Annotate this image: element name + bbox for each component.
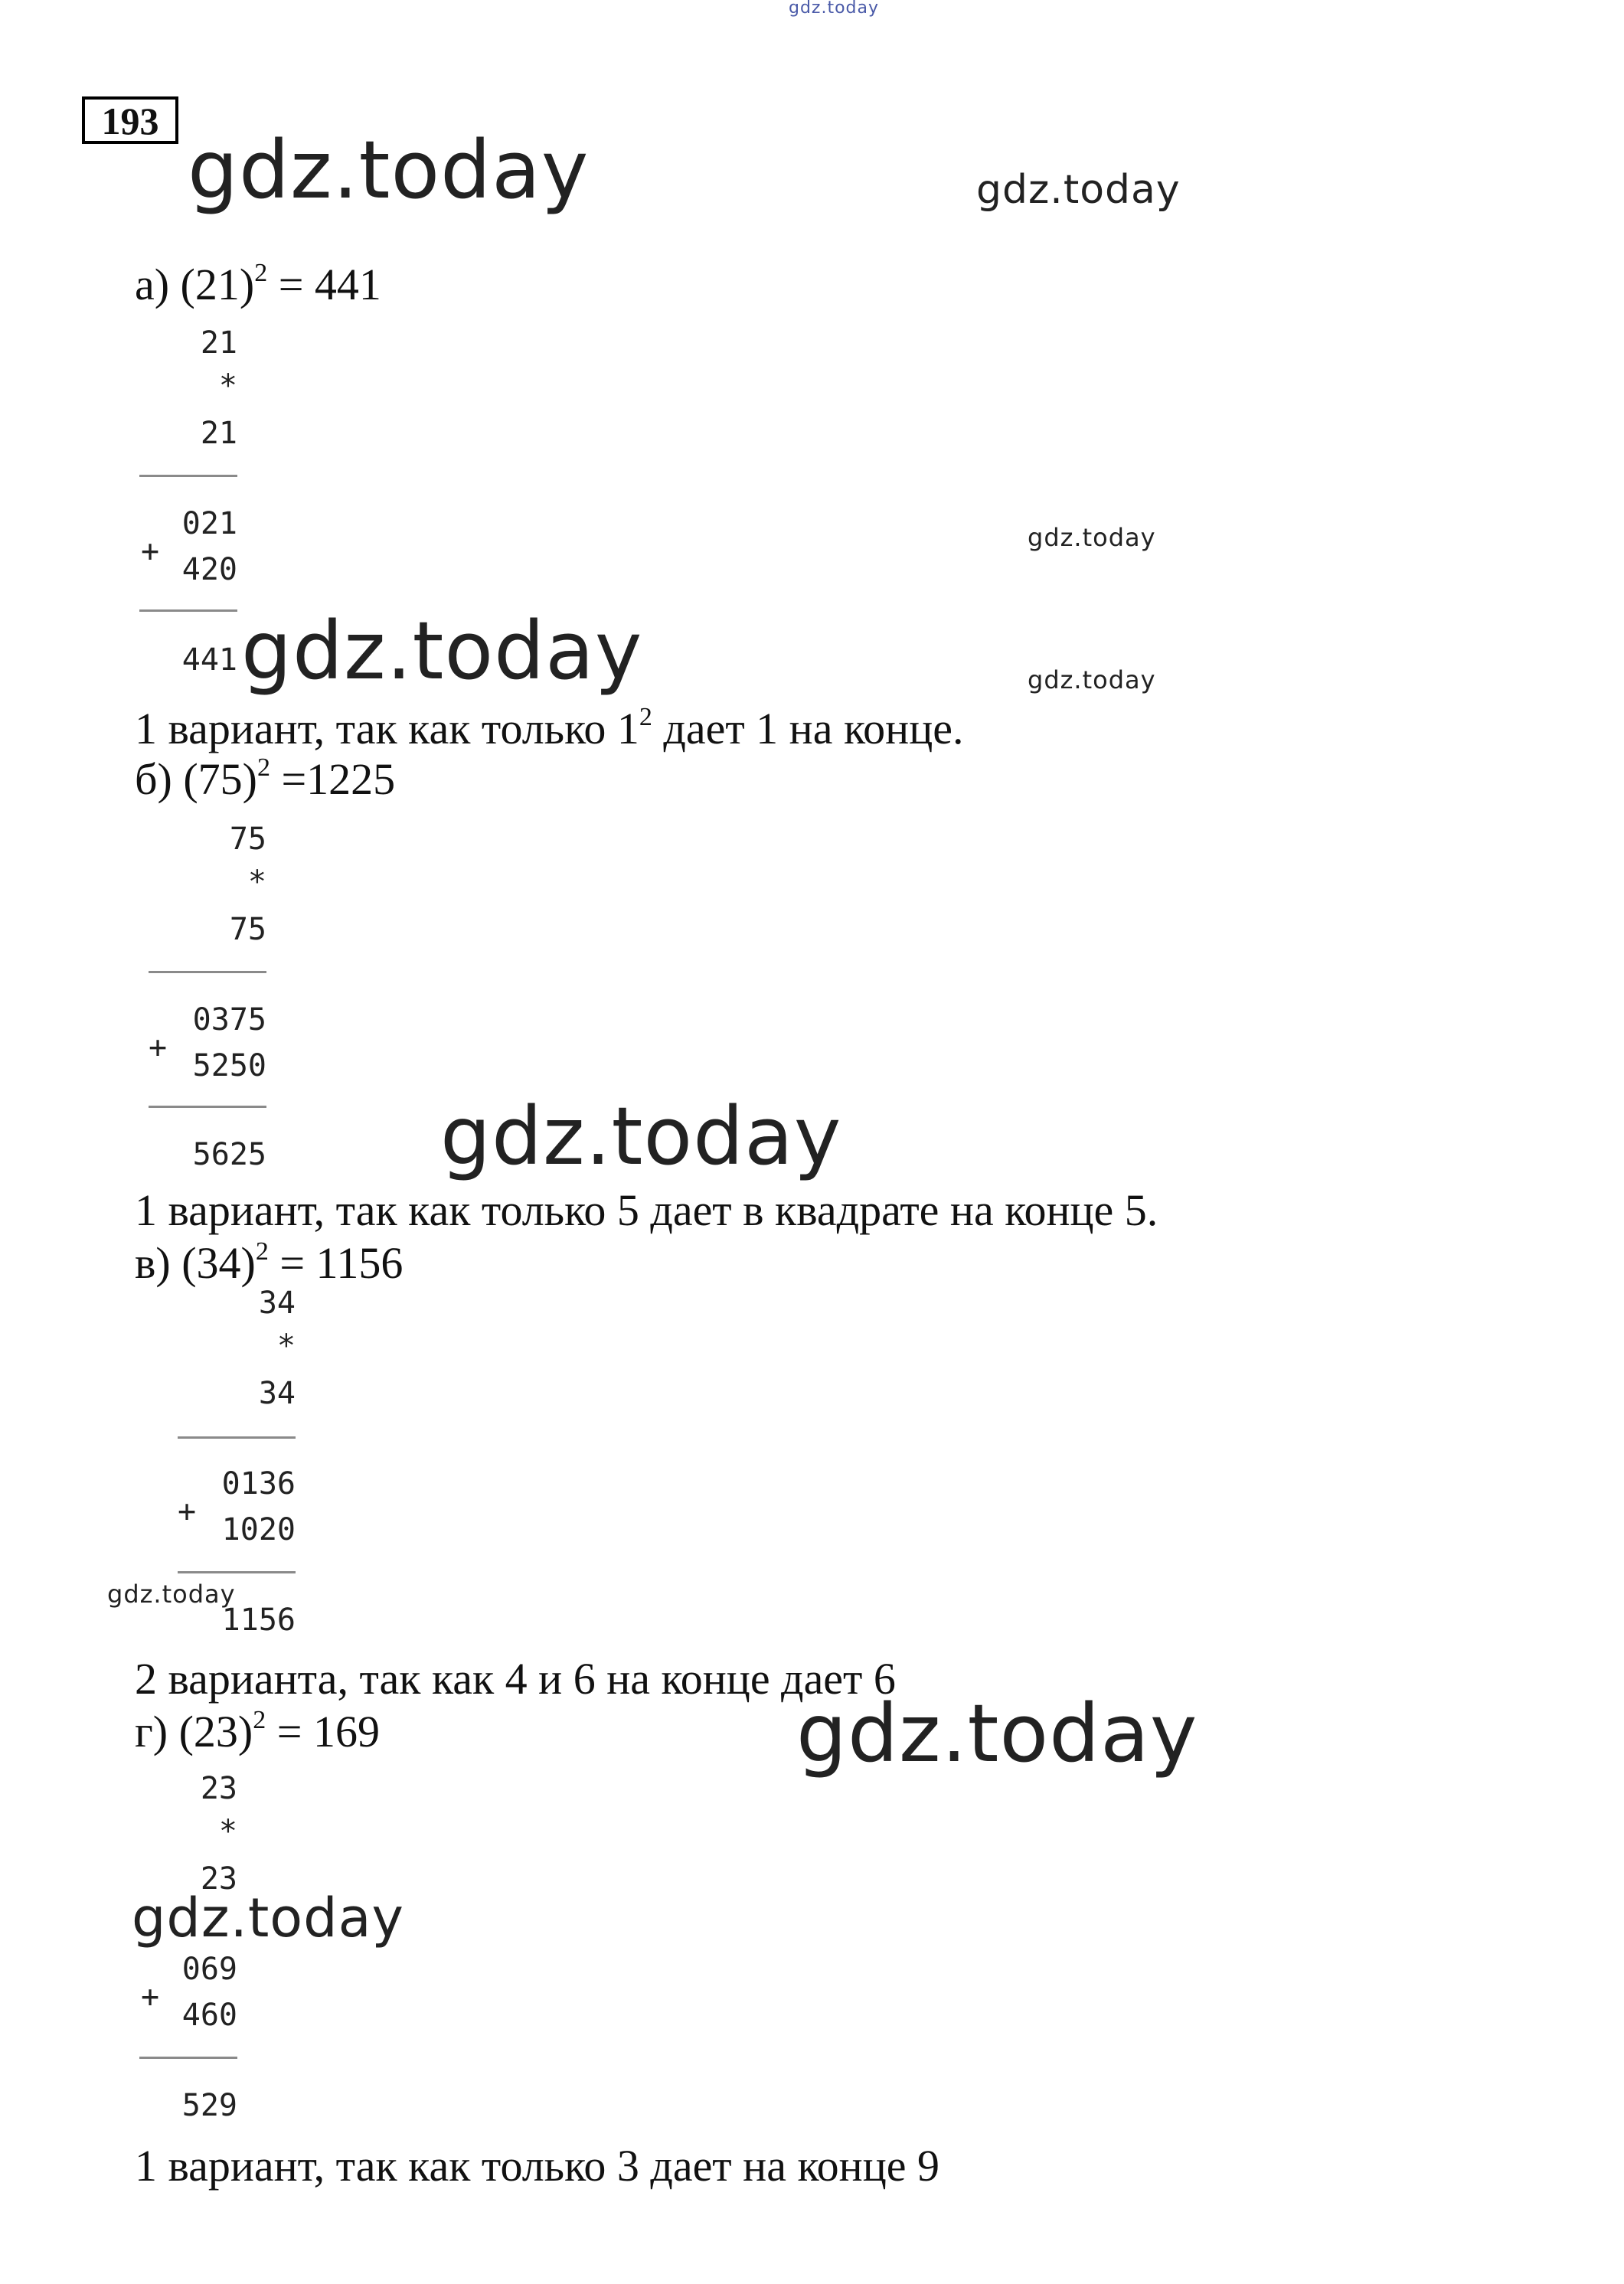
part-a-operator: *	[218, 368, 237, 404]
watermark: gdz.today	[976, 167, 1181, 213]
part-a-heading: а) $(21)^2 = 441$	[135, 259, 381, 309]
part-c-partial-1: 0136	[221, 1466, 296, 1501]
part-c-multiplicand: 34	[258, 1286, 296, 1321]
part-a-multiplier: 21	[200, 416, 237, 451]
part-d-operator: *	[218, 1814, 237, 1849]
watermark: gdz.today	[188, 123, 590, 217]
part-b-conclusion: 1 вариант, так как только 5 дает в квадрате на конце 5.	[135, 1185, 1158, 1235]
part-a-plus: +	[141, 534, 160, 569]
part-d-plus: +	[141, 1979, 160, 2014]
part-b-operator: *	[247, 864, 266, 900]
part-a-conclusion: 1 вариант, так как только $1^2$ дает 1 на конце.	[135, 703, 964, 753]
part-c-multiplier: 34	[258, 1376, 296, 1411]
watermark: gdz.today	[107, 1580, 236, 1609]
part-c-plus: +	[178, 1494, 197, 1529]
part-b-rule	[149, 971, 266, 973]
part-d-conclusion: 1 вариант, так как только 3 дает на конце 9	[135, 2141, 939, 2191]
part-a-sum: 441	[181, 642, 237, 678]
part-b-partial-1: 0375	[192, 1002, 266, 1037]
part-a-multiplicand: 21	[200, 325, 237, 361]
part-c-operator: *	[276, 1328, 296, 1364]
part-b-partial-2: 5250	[192, 1048, 266, 1083]
part-d-sum: 529	[181, 2088, 237, 2123]
part-c-rule	[178, 1436, 296, 1439]
watermark-top: gdz.today	[789, 0, 880, 18]
part-c-conclusion: 2 варианта, так как 4 и 6 на конце дает 6	[135, 1654, 896, 1704]
part-a-rule	[139, 609, 237, 612]
watermark: gdz.today	[796, 1687, 1198, 1780]
part-a-partial-1: 021	[181, 506, 237, 541]
part-a-partial-2: 420	[181, 552, 237, 587]
part-d-rule	[139, 2057, 237, 2059]
part-c-sum: 1156	[221, 1603, 296, 1638]
part-d-partial-2: 460	[181, 1998, 237, 2033]
watermark: gdz.today	[241, 604, 643, 698]
part-d-heading: г) $(23)^2 = 169$	[135, 1706, 380, 1756]
part-d-partial-1: 069	[181, 1952, 237, 1987]
part-b-multiplicand: 75	[229, 822, 266, 857]
watermark: gdz.today	[440, 1090, 842, 1183]
part-c-partial-2: 1020	[221, 1512, 296, 1547]
part-b-heading: б) $(75)^2 =1225$	[135, 753, 396, 804]
part-c-heading: в) $(34)^2 = 1156$	[135, 1237, 404, 1288]
part-c-rule	[178, 1571, 296, 1573]
watermark: gdz.today	[1028, 523, 1156, 552]
part-d-multiplicand: 23	[200, 1771, 237, 1806]
part-b-rule	[149, 1106, 266, 1108]
task-number: 193	[82, 96, 178, 144]
part-b-multiplier: 75	[229, 912, 266, 947]
watermark: gdz.today	[1028, 665, 1156, 694]
watermark: gdz.today	[132, 1887, 404, 1949]
part-d-multiplier: 23	[200, 1861, 237, 1897]
part-a-rule	[139, 475, 237, 477]
part-b-plus: +	[149, 1030, 168, 1065]
part-b-sum: 5625	[192, 1137, 266, 1172]
